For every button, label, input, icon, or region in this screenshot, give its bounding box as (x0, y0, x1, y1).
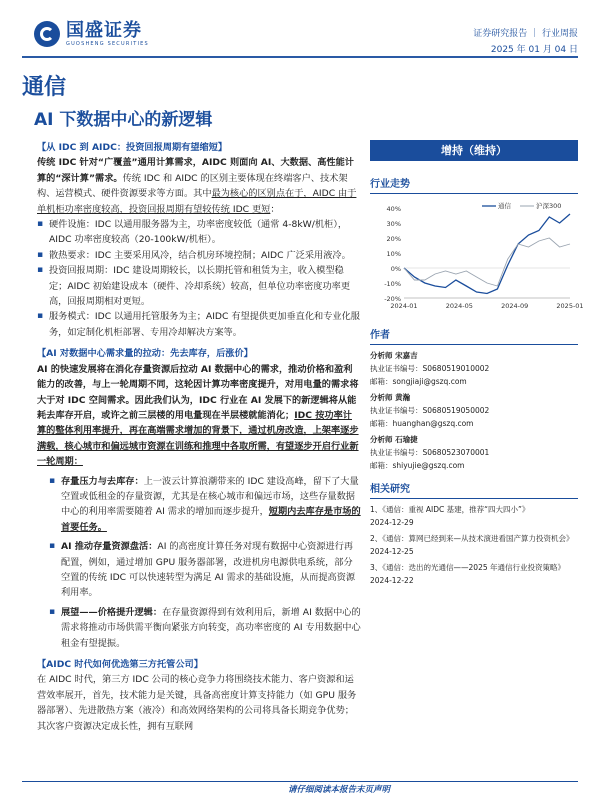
y-tick-label: 20% (386, 235, 401, 243)
industry-title: 通信 (22, 75, 67, 100)
analyst-list (370, 349, 578, 472)
logo-name-en: GUOSHENG SECURITIES (66, 41, 149, 47)
sidebar (370, 140, 584, 587)
rating-badge: 增持（维持） (370, 140, 578, 161)
main-content (37, 140, 361, 734)
analyst-entry: 分析师 石瑜捷 (370, 435, 418, 444)
header-divider (22, 56, 578, 58)
analyst-email[interactable]: 邮箱：songjiaji@gszq.com (370, 377, 467, 386)
analyst-cert: 执业证书编号：S0680519050002 (370, 406, 490, 415)
analyst-cert: 执业证书编号：S0680519010002 (370, 364, 490, 373)
y-tick-label: -20% (384, 295, 401, 303)
logo-name-cn: 国盛证券 (66, 20, 142, 41)
legend-label: 沪深300 (536, 202, 562, 210)
related-item[interactable]: 3、《通信：迭出的光通信——2025 年通信行业投资策略》 2024-12-22 (370, 563, 565, 585)
author-heading: 作者 (370, 326, 578, 345)
related-item[interactable]: 1、《通信：重视 AIDC 基建，推荐“四大四小”》 2024-12-29 (370, 505, 530, 527)
logo-icon (34, 21, 60, 47)
y-tick-label: -10% (384, 280, 401, 288)
section-paragraph: 传统 IDC 针对“广覆盖”通用计算需求，AIDC 则面向 AI、大数据、高性能计算的“深计算”需求。传统 IDC 和 AIDC 的区别主要体现在终端客户、技术架构、运营模式、硬件资源要求等方面。其中最为核心的区别点在于，AIDC 由于单机柜功率密度较高，投资回报周期有望较传统 IDC 更短： (37, 157, 357, 215)
x-tick-label: 2024-01 (390, 302, 418, 310)
company-logo (34, 21, 149, 47)
trend-heading: 行业走势 (370, 175, 578, 194)
related-list (370, 503, 578, 587)
analyst-email[interactable]: 邮箱：huanghan@gszq.com (370, 419, 474, 428)
y-tick-label: 0% (390, 265, 401, 273)
list-item: ▪ 展望——价格提升逻辑：在存量资源得到有效利用后，新增 AI 数据中心的需求将推动市场供需平衡向紧张方向转变，高功率密度的 AI 专用数据中心租金有望提振。 (49, 605, 361, 651)
bullet-list (49, 474, 361, 651)
x-tick-label: 2024-05 (445, 302, 473, 310)
list-item: ▪ 服务模式：IDC 以通用托管服务为主；AIDC 有望提供更加垂直化和专业化服务，如定制化机柜部署、专用冷却解决方案等。 (37, 309, 361, 340)
report-type: 证券研究报告 ｜ 行业周报 (473, 29, 578, 39)
x-tick-label: 2025-01 (556, 302, 584, 310)
y-tick-label: 10% (386, 250, 401, 258)
related-heading: 相关研究 (370, 480, 578, 499)
list-item: ▪ 存量压力与去库存：上一波云计算浪潮带来的 IDC 建设高峰，留下了大量空置或低租金的存量资源，尤其是在核心城市和偏远市场，这些存量数据中心的利用率需要随着 AI 需求的增加而逐步提升，短期内去库存是市场的首要任务。 (49, 474, 361, 536)
section-heading: 【AI 对数据中心需求量的拉动：先去库存，后涨价】 (37, 348, 253, 360)
y-tick-label: 30% (386, 220, 401, 228)
y-tick-label: 40% (386, 205, 401, 213)
trend-chart (370, 198, 584, 318)
section-paragraph: AI 的快速发展将在消化存量资源后拉动 AI 数据中心的需求，推动价格和盈利能力的改善，与上一轮周期不同，这轮因计算功率密度提升，对用电量的需求将大于对 IDC 空间需求。因此我们认为，IDC 行业在 AI 发展下的新逻辑将从能耗去库存开启，或许之前三层楼的用电量现在半层楼就能消化；IDC 按功率计算的整体利用率提升，再在高端需求增加的背景下，通过机房改造，上架率逐步满载，核心城市和偏远城市资源在训练和推理中各取所需，有望逐步开启行业新一轮周期： (37, 363, 359, 468)
report-title: AI 下数据中心的新逻辑 (34, 110, 213, 130)
analyst-entry: 分析师 黄瀚 (370, 393, 411, 402)
footer-divider (22, 781, 578, 782)
analyst-entry: 分析师 宋嘉吉 (370, 351, 418, 360)
x-tick-label: 2024-09 (501, 302, 529, 310)
series-line (404, 214, 570, 294)
section-heading: 【从 IDC 到 AIDC：投资回报周期有望缩短】 (37, 142, 228, 153)
section-paragraph: 在 AIDC 时代，第三方 IDC 公司的核心竞争力将围绕技术能力、客户资源和运营效率展开，首先，技术能力是关键，具备高密度计算支持能力（如 GPU 服务器部署）、先进散热方案（液冷）和高效网络架构的公司将具备长期竞争优势；其次客户资源决定成长性，拥有互联网 (37, 674, 357, 732)
related-item[interactable]: 2、《通信：算网已经到来—从技术演进看国产算力投资机会》 2024-12-25 (370, 534, 574, 556)
series-line (404, 238, 570, 286)
analyst-email[interactable]: 邮箱：shiyujie@gszq.com (370, 461, 465, 470)
list-item: ▪ 投资回报周期：IDC 建设周期较长，以长期托管和租赁为主，收入模型稳定；AIDC 初始建设成本（硬件、冷却系统）较高，但单位功率密度功率更高，回报周期相对更短。 (37, 263, 361, 309)
section-heading: 【AIDC 时代如何优选第三方托管公司】 (37, 659, 203, 670)
footer-note: 请仔细阅读本报告末页声明 (287, 785, 390, 795)
list-item: ▪ 硬件设施：IDC 以通用服务器为主，功率密度较低（通常 4-8kW/机柜），AIDC 功率密度较高（20-100kW/机柜）。 (37, 217, 361, 248)
report-date: 2025 年 01 月 04 日 (490, 45, 578, 55)
analyst-cert: 执业证书编号：S0680523070001 (370, 448, 490, 457)
header-meta (473, 26, 578, 58)
list-item: ▪ AI 推动存量资源盘活：AI 的高密度计算任务对现有数据中心资源进行再配置，例如，通过增加 GPU 服务器部署，改进机房电源供电系统，部分空置的传统 IDC 可以快速转型为满足 AI 需求的基础设施，从而提高资源利用率。 (49, 539, 361, 601)
legend-label: 通信 (498, 202, 511, 210)
list-item: ▪ 散热要求：IDC 主要采用风冷，结合机房环境控制；AIDC 广泛采用液冷。 (37, 248, 361, 263)
bullet-list (37, 217, 361, 340)
